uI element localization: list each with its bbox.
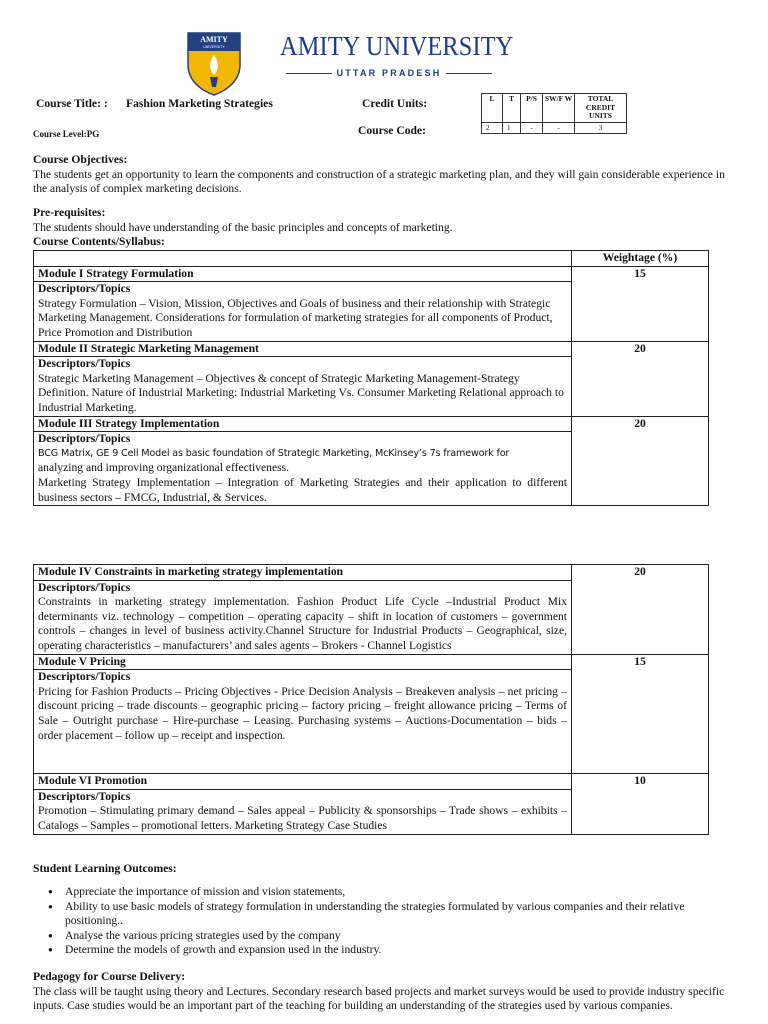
- syllabus-header-blank: [34, 251, 572, 267]
- prerequisites-heading: Pre-requisites:: [33, 206, 106, 219]
- svg-text:UNIVERSITY: UNIVERSITY: [203, 45, 225, 49]
- credit-value-t: 1: [503, 122, 521, 134]
- module-3-title-row: [34, 416, 709, 432]
- course-title-label: Course Title: :: [36, 97, 108, 110]
- svg-text:AMITY: AMITY: [200, 35, 228, 44]
- module-4-weight: 20: [572, 565, 709, 655]
- objectives-text: The students get an opportunity to learn the components and construction of a strategic marketing plan, and they will gain considerable experience in the analysis of complex marketing decisions.: [33, 167, 725, 196]
- module-1-title-row: [34, 266, 709, 282]
- course-level: [33, 127, 99, 142]
- module-3-body-1: BCG Matrix, GE 9 Cell Model as basic foundation of Strategic Marketing, McKinsey’s 7s framework for: [38, 447, 510, 459]
- outcome-item: ● Analyse the various pricing strategies used by the company: [48, 929, 738, 944]
- course-code-label: Course Code:: [358, 124, 426, 137]
- outcomes-heading: Student Learning Outcomes:: [33, 862, 177, 875]
- credit-header-l: L: [482, 94, 503, 123]
- module-4-subhead: Descriptors/Topics: [38, 580, 131, 594]
- module-5-subhead: Descriptors/Topics: [38, 670, 131, 684]
- course-level-label: Course Level:: [33, 129, 87, 139]
- syllabus-table-1: [33, 250, 709, 506]
- credit-value-ps: -: [521, 122, 543, 134]
- syllabus-heading: Course Contents/Syllabus:: [33, 235, 165, 249]
- prerequisites-text: The students should have understanding of the basic principles and concepts of marketing.: [33, 220, 453, 234]
- university-name: AMITY UNIVERSITY: [280, 31, 514, 61]
- module-5-title-row: [34, 654, 709, 670]
- module-6-title-row: [34, 774, 709, 790]
- module-4-title-row: [34, 565, 709, 581]
- credit-value-swfw: -: [543, 122, 575, 134]
- module-1-content: [34, 282, 572, 341]
- module-5-weight: 15: [572, 654, 709, 774]
- module-2-title: Module II Strategic Marketing Management: [34, 341, 572, 357]
- module-3-subhead: Descriptors/Topics: [38, 432, 131, 446]
- module-2-body: Strategic Marketing Management – Objectives & concept of Strategic Marketing Management-Strategy Definition. Nature of Industrial Marketing: Industrial Marketing Vs. Consumer Marketing Relational approach to Industrial Marketing.: [38, 371, 564, 414]
- weightage-header: Weightage (%): [572, 251, 709, 267]
- module-1-body: Strategy Formulation – Vision, Mission, Objectives and Goals of business and their relationship with Strategic Marketing Management. Considerations for formulation of marketing strategies for all components of Product, Price Promotion and Distribution: [38, 296, 553, 339]
- state-rule-right: [446, 73, 492, 74]
- credit-units-table: [481, 93, 627, 134]
- module-3-body-3: Marketing Strategy Implementation – Integration of Marketing Strategies and their application to different business sectors – FMCG, Industrial, & Services.: [38, 475, 567, 504]
- credit-value-l: 2: [482, 122, 503, 134]
- module-6-body: Promotion – Stimulating primary demand – Sales appeal – Publicity & sponsorships – Trade shows – exhibits – Catalogs – Samples – promotional letters. Marketing Strategy Case Studies: [38, 804, 567, 832]
- module-2-content: [34, 357, 572, 416]
- module-3-weight: 20: [572, 416, 709, 506]
- module-4-title: Module IV Constraints in marketing strategy implementation: [34, 565, 572, 581]
- module-2-subhead: Descriptors/Topics: [38, 357, 131, 371]
- prerequisites-section: [33, 206, 738, 250]
- module-2-weight: 20: [572, 341, 709, 416]
- module-3-body-2: analyzing and improving organizational effectiveness.: [38, 461, 290, 475]
- module-1-subhead: Descriptors/Topics: [38, 282, 131, 296]
- credit-value-total: 3: [575, 122, 627, 134]
- module-3-content: [34, 432, 572, 506]
- module-3-title: Module III Strategy Implementation: [34, 416, 572, 432]
- credit-header-total: TOTAL CREDIT UNITS: [575, 94, 627, 123]
- module-5-content: [34, 670, 572, 774]
- credit-header-t: T: [503, 94, 521, 123]
- credit-header-swfw: SW/F W: [543, 94, 575, 123]
- module-2-title-row: [34, 341, 709, 357]
- module-1-weight: 15: [572, 266, 709, 341]
- credit-header-ps: P/S: [521, 94, 543, 123]
- module-6-weight: 10: [572, 774, 709, 834]
- university-state: [286, 66, 492, 81]
- amity-logo: [186, 31, 242, 96]
- pedagogy-section: [33, 970, 738, 1024]
- module-4-body: Constraints in marketing strategy implementation. Fashion Product Life Cycle –Industrial Product Mix determinants viz. technology – competition – operating capacity – shift in location of customers – government controls – changes in level of business activity.Channel Structure for Industrial Products – Geographical, size, operating characteristics – manufacturers’ and sales agents – Brokers - Channel Logistics: [38, 595, 567, 652]
- module-6-content: [34, 789, 572, 834]
- outcome-item: ● Ability to use basic models of strategy formulation in understanding the strategies formulated by various companies and their relative positioning..: [48, 900, 738, 929]
- syllabus-table-2: [33, 564, 709, 835]
- objectives-section: [33, 153, 738, 197]
- module-4-content: [34, 580, 572, 654]
- credit-units-label: Credit Units:: [362, 97, 428, 110]
- module-6-subhead: Descriptors/Topics: [38, 789, 131, 803]
- outcome-item: ● Determine the models of growth and expansion used in the industry.: [48, 943, 738, 958]
- module-5-body: Pricing for Fashion Products – Pricing Objectives - Price Decision Analysis – Breakeven analysis – net pricing – discount pricing – trade discounts – geographic pricing – factory pricing – freight allowance pricing – Terms of Sale – Outright purchase – Hire-purchase – Leasing. Purchasing systems – Auctions-Documentation – bids – order placement – follow up – receipt and inspection.: [38, 684, 567, 742]
- pedagogy-text: The class will be taught using theory and Lectures. Secondary research based projects and market surveys would be used to provide industry specific inputs. Case studies would be an important part of the teaching for building an understanding of the strategies used by various companies.: [33, 984, 725, 1013]
- course-title-value: Fashion Marketing Strategies: [126, 97, 273, 110]
- outcomes-list: [48, 885, 738, 958]
- objectives-heading: Course Objectives:: [33, 153, 128, 166]
- pedagogy-heading: Pedagogy for Course Delivery:: [33, 970, 186, 983]
- state-rule-left: [286, 73, 332, 74]
- state-label: UTTAR PRADESH: [336, 68, 442, 78]
- outcome-item: ● Appreciate the importance of mission and vision statements,: [48, 885, 738, 900]
- module-1-title: Module I Strategy Formulation: [34, 266, 572, 282]
- module-6-title: Module VI Promotion: [34, 774, 572, 790]
- module-5-title: Module V Pricing: [34, 654, 572, 670]
- course-level-value: PG: [86, 129, 100, 139]
